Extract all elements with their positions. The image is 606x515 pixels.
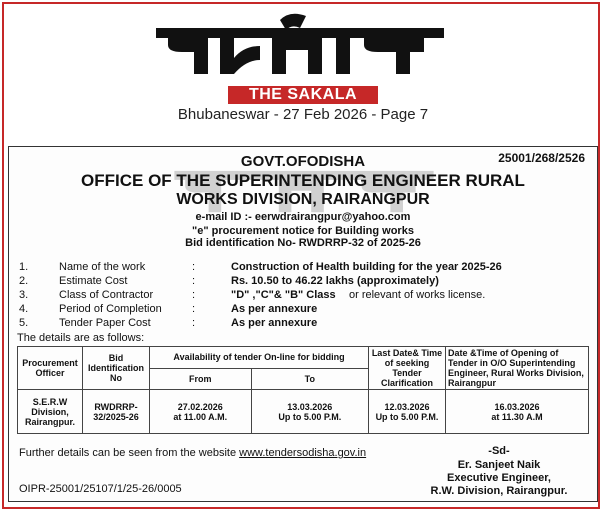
item-colon: :: [192, 289, 196, 301]
item-number: 3.: [19, 289, 29, 301]
to-date: 13.03.2026: [287, 401, 333, 412]
header-clarification: Last Date& Time of seeking Tender Clarification: [369, 347, 446, 390]
item-colon: :: [192, 317, 196, 329]
open-date: 16.03.2026: [494, 401, 540, 412]
reference-number: 25001/268/2526: [498, 151, 585, 165]
tender-notice: [8, 146, 598, 502]
item-value: "D" ,"C"& "B" Class: [231, 289, 336, 301]
cell-officer: S.E.R.W Division, Rairangpur.: [18, 390, 83, 434]
item-value: Construction of Health building for the year 2025-26: [231, 261, 502, 273]
edition-line: Bhubaneswar - 27 Feb 2026 - Page 7: [177, 106, 429, 123]
item-extra: or relevant of works license.: [349, 289, 486, 301]
cell-clarification: [369, 390, 446, 434]
sign-title: Executive Engineer,: [447, 472, 551, 484]
tender-schedule-table: [17, 346, 589, 434]
oipr-number: OIPR-25001/25107/1/25-26/0005: [19, 483, 182, 495]
to-time: Up to 5.00 P.M.: [278, 411, 342, 422]
bid-id-line: Bid identification No- RWDRRP-32 of 2025-26: [185, 237, 421, 249]
sign-division: R.W. Division, Rairangpur.: [430, 485, 568, 497]
open-time: at 11.30 A.M: [491, 411, 543, 422]
details-intro: The details are as follows:: [17, 332, 145, 344]
from-date: 27.02.2026: [177, 401, 223, 412]
item-value: Rs. 10.50 to 46.22 lakhs (approximately): [231, 275, 439, 287]
item-colon: :: [192, 303, 196, 315]
item-label: Estimate Cost: [59, 275, 128, 287]
last-time: Up to 5.00 P.M.: [375, 411, 439, 422]
cell-from: [150, 390, 252, 434]
last-date: 12.03.2026: [384, 401, 430, 412]
item-colon: :: [192, 275, 196, 287]
item-number: 4.: [19, 303, 29, 315]
website-link[interactable]: www.tendersodisha.gov.in: [239, 447, 367, 459]
govt-heading: GOVT.OFODISHA: [240, 153, 366, 170]
item-number: 1.: [19, 261, 29, 273]
item-number: 2.: [19, 275, 29, 287]
header-opening: Date &Time of Opening of Tender in O/O Superintending Engineer, Rural Works Division, Rairangpur: [446, 347, 589, 390]
item-label: Name of the work: [59, 261, 146, 273]
division-heading: WORKS DIVISION, RAIRANGPUR: [176, 191, 430, 208]
newspaper-banner: THE SAKALA: [228, 86, 378, 104]
header-bid: Bid Identification No: [83, 347, 150, 390]
office-heading: OFFICE OF THE SUPERINTENDING ENGINEER RURAL: [81, 171, 525, 190]
email-line: e-mail ID :- eerwdrairangpur@yahoo.com: [195, 211, 411, 223]
cell-bid: RWDRRP-32/2025-26: [83, 390, 150, 434]
item-label: Class of Contractor: [59, 289, 154, 301]
procurement-line: "e" procurement notice for Building works: [192, 225, 414, 237]
further-text: Further details can be seen from the website: [19, 447, 240, 459]
from-time: at 11.00 A.M.: [173, 411, 228, 422]
cell-opening: [446, 390, 589, 434]
sakala-logo: [150, 6, 450, 88]
item-label: Period of Completion: [59, 303, 162, 315]
header-officer: Procurement Officer: [18, 347, 83, 390]
item-value: As per annexure: [231, 317, 318, 329]
cell-to: [251, 390, 368, 434]
header-to: To: [251, 368, 368, 390]
item-number: 5.: [19, 317, 29, 329]
header-from: From: [150, 368, 252, 390]
header-availability: Availability of tender On-line for bidding: [150, 347, 369, 369]
sign-name: Er. Sanjeet Naik: [457, 459, 541, 471]
item-label: Tender Paper Cost: [59, 317, 151, 329]
sign-sd: -Sd-: [488, 445, 510, 457]
further-details: [19, 447, 366, 459]
item-colon: :: [192, 261, 196, 273]
item-value: As per annexure: [231, 303, 318, 315]
